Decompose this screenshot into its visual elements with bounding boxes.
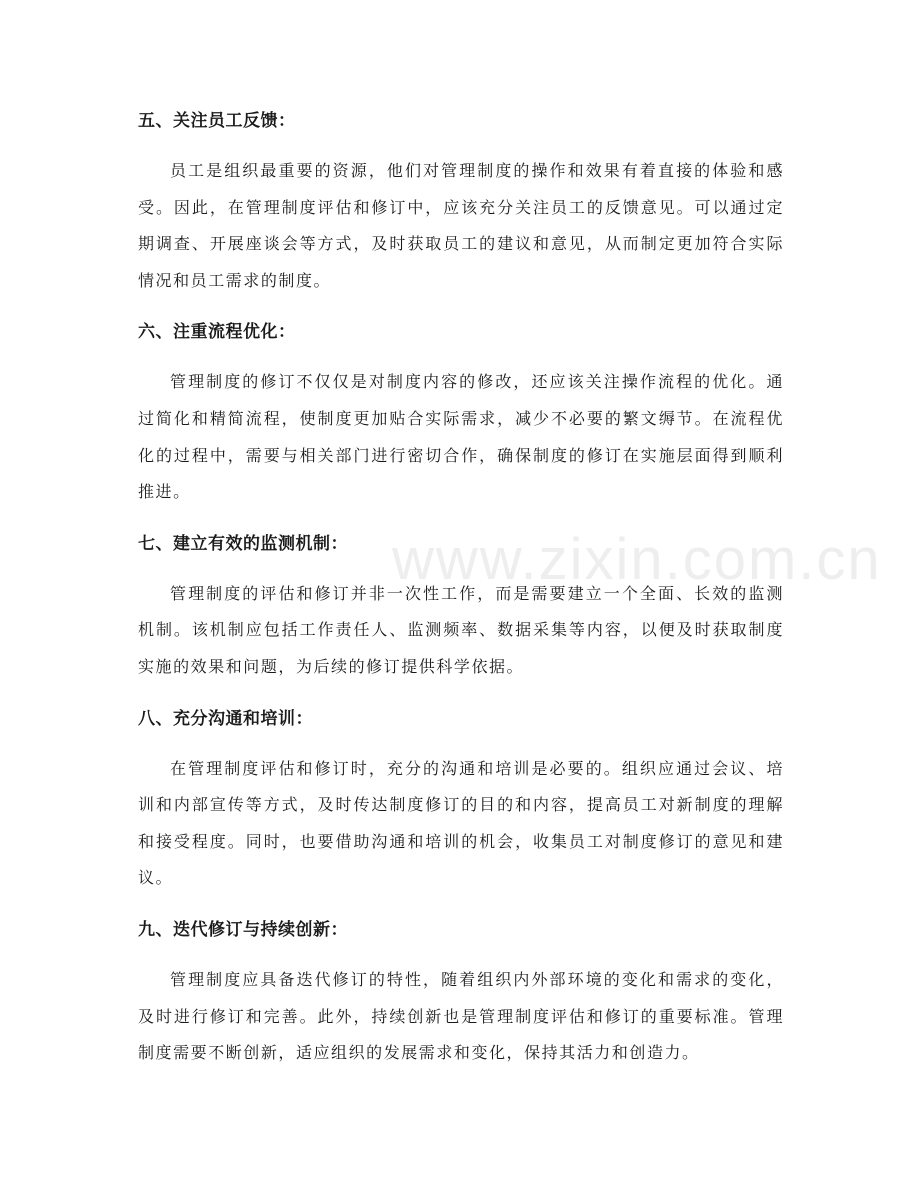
section-paragraph: 管理制度应具备迭代修订的特性，随着组织内外部环境的变化和需求的变化，及时进行修订和完善。此外，持续创新也是管理制度评估和修订的重要标准。管理制度需要不断创新，适应组织的发展需求和变化，保持其活力和创造力。 (138, 969, 784, 1063)
section-9 (138, 912, 784, 1072)
section-paragraph: 管理制度的评估和修订并非一次性工作，而是需要建立一个全面、长效的监测机制。该机制应包括工作责任人、监测频率、数据采集等内容，以便及时获取制度实施的效果和问题，为后续的修订提供科学依据。 (138, 583, 784, 676)
section-5 (138, 103, 784, 299)
section-6 (138, 314, 784, 510)
watermark-text: www.zixin.com.cn (392, 527, 882, 592)
section-8 (138, 701, 784, 897)
section-heading: 八、充分沟通和培训： (138, 708, 313, 729)
section-heading: 五、关注员工反馈： (138, 111, 296, 131)
section-7 (138, 526, 784, 686)
section-paragraph: 管理制度的修订不仅仅是对制度内容的修改，还应该关注操作流程的优化。通过简化和精简流程，使制度更加贴合实际需求，减少不必要的繁文缛节。在流程优化的过程中，需要与相关部门进行密切合作，确保制度的修订在实施层面得到顺利推进。 (138, 372, 784, 502)
section-paragraph: 员工是组织最重要的资源，他们对管理制度的操作和效果有着直接的体验和感受。因此，在管理制度评估和修订中，应该充分关注员工的反馈意见。可以通过定期调查、开展座谈会等方式，及时获取员工的建议和意见，从而制定更加符合实际情况和员工需求的制度。 (138, 161, 784, 290)
document-body (138, 103, 784, 1087)
section-heading: 九、迭代修订与持续创新： (138, 919, 348, 940)
section-paragraph: 在管理制度评估和修订时，充分的沟通和培训是必要的。组织应通过会议、培训和内部宣传等方式，及时传达制度修订的目的和内容，提高员工对新制度的理解和接受程度。同时，也要借助沟通和培训的机会，收集员工对制度修订的意见和建议。 (138, 758, 784, 888)
section-heading: 六、注重流程优化： (138, 322, 296, 343)
section-heading: 七、建立有效的监测机制： (138, 533, 348, 554)
